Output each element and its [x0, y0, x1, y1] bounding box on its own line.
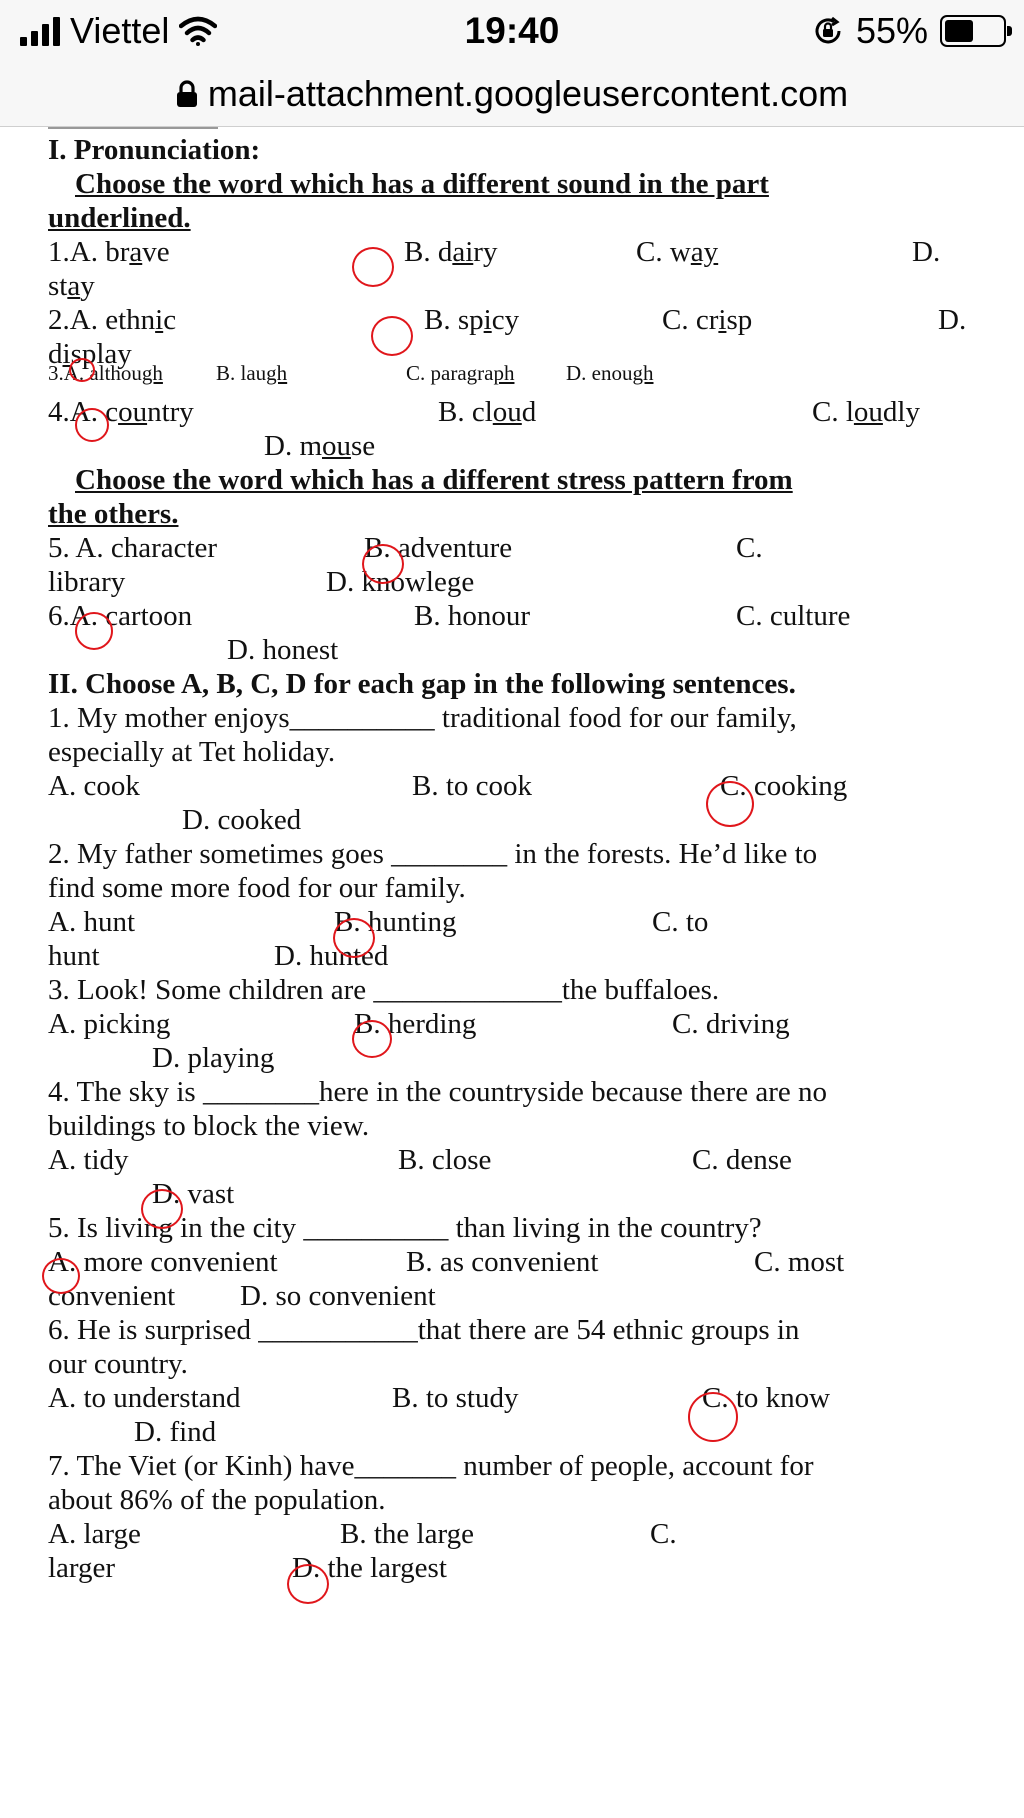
gap-question-2-cont: find some more food for our family.: [48, 872, 466, 904]
gap-question-2-cont2: hunt D. hunted: [48, 940, 389, 972]
question-4: 4.A. country B. cloud C. loudly: [48, 396, 920, 428]
gap-question-3-option-d: D. playing: [152, 1042, 275, 1074]
gap-question-5: 5. Is living in the city __________ than living in the country?: [48, 1212, 762, 1244]
carrier-name: Viettel: [70, 10, 170, 51]
gap-question-3-options: A. picking B. herding C. driving: [48, 1008, 790, 1040]
gap-question-6-option-d: D. find: [134, 1416, 217, 1448]
gap-question-4-option-d: D. vast: [152, 1178, 235, 1210]
gap-question-5-options: A. more convenient B. as convenient C. most: [48, 1246, 845, 1278]
instruction-stress-cont: the others.: [48, 498, 179, 530]
divider: [48, 127, 218, 129]
gap-question-6-cont: our country.: [48, 1348, 188, 1380]
gap-question-2: 2. My father sometimes goes ________ in the forests. He’d like to: [48, 838, 818, 870]
question-3: 3.A. although B. laugh C. paragraph D. enough: [48, 361, 654, 385]
question-6-cont: D. honest: [227, 634, 339, 666]
instruction-sound-cont: underlined.: [48, 202, 191, 234]
question-1-cont: stay: [48, 270, 95, 302]
gap-question-3: 3. Look! Some children are _____________the buffaloes.: [48, 974, 720, 1006]
document-view[interactable]: [0, 127, 1024, 1818]
section2-heading: II. Choose A, B, C, D for each gap in the following sentences.: [48, 668, 796, 700]
section1-heading: I. Pronunciation:: [48, 134, 261, 166]
gap-question-6-options: A. to understand B. to study C. to know: [48, 1382, 831, 1414]
instruction-stress: Choose the word which has a different stress pattern from: [75, 464, 793, 496]
gap-question-7: 7. The Viet (or Kinh) have_______ number of people, account for: [48, 1450, 814, 1482]
battery-icon: [940, 15, 1006, 47]
question-2-cont: display: [48, 338, 132, 370]
url-text: mail-attachment.googleusercontent.com: [207, 73, 849, 114]
battery-fill: [945, 20, 973, 42]
lock-icon: [176, 80, 198, 108]
gap-question-7-cont: about 86% of the population.: [48, 1484, 386, 1516]
gap-question-1-option-d: D. cooked: [182, 804, 302, 836]
clock: 19:40: [464, 10, 560, 51]
gap-question-6: 6. He is surprised ___________that there are 54 ethnic groups in: [48, 1314, 800, 1346]
gap-question-4-cont: buildings to block the view.: [48, 1110, 370, 1142]
gap-question-7-options: A. large B. the large C.: [48, 1518, 677, 1550]
question-5-cont: library D. knowlege: [48, 566, 475, 598]
gap-question-1: 1. My mother enjoys__________ traditional food for our family,: [48, 702, 797, 734]
gap-question-1-cont: especially at Tet holiday.: [48, 736, 336, 768]
gap-question-2-options: A. hunt B. hunting C. to: [48, 906, 709, 938]
question-4-cont: D. mouse: [264, 430, 376, 462]
gap-question-4-options: A. tidy B. close C. dense: [48, 1144, 792, 1176]
url-bar[interactable]: [0, 62, 1024, 127]
instruction-sound: Choose the word which has a different sound in the part: [75, 168, 769, 200]
battery-percent: 55%: [855, 10, 928, 51]
question-5: 5. A. character B. adventure C.: [48, 532, 763, 564]
gap-question-4: 4. The sky is ________here in the countryside because there are no: [48, 1076, 828, 1108]
question-1: 1.A. brave B. dairy C. way D.: [48, 236, 941, 268]
orientation-lock-icon: [812, 15, 844, 47]
gap-question-5-cont: convenient D. so convenient: [48, 1280, 436, 1312]
question-2: 2.A. ethnic B. spicy C. crisp D.: [48, 304, 967, 336]
question-6: 6.A. cartoon B. honour C. culture: [48, 600, 851, 632]
gap-question-1-options: A. cook B. to cook C. cooking: [48, 770, 848, 802]
status-bar: [0, 0, 1024, 62]
gap-question-7-cont2: larger D. the largest: [48, 1552, 447, 1584]
